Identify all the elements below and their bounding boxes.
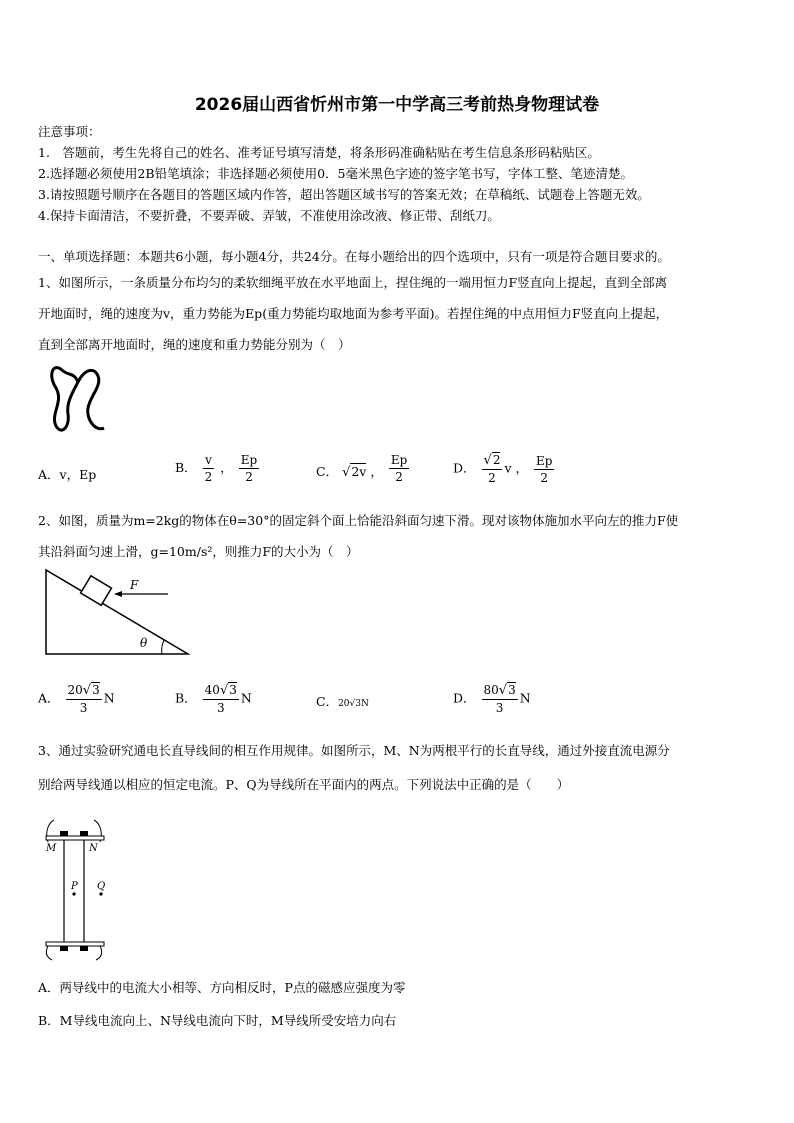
q1-option-b-frac-e: $\frac{Ep}{2}$ (240, 453, 258, 484)
note-item-2: 2.选择题必须使用2B铅笔填涂；非选择题必须使用0．5毫米黑色字迹的签字笔书写，字体工整、笔迹清楚。 (38, 166, 633, 181)
incline-force-label: F (130, 578, 139, 592)
notes-heading: 注意事项： (38, 124, 101, 139)
wire-n-label: N (89, 843, 98, 854)
q1-option-a: A．v，Ep (38, 467, 97, 482)
q1-option-c-radicand: 2v (351, 464, 367, 479)
q1-line-3: 直到全部离开地面时，绳的速度和重力势能分别为（ ） (38, 337, 351, 352)
point-q-label: Q (97, 881, 106, 892)
point-p-label: P (71, 881, 78, 892)
note-item-4: 4.保持卡面清洁，不要折叠，不要弄破、弄皱，不准使用涂改液、修正带、刮纸刀。 (38, 208, 500, 223)
q2-line-1: 2、如图，质量为m=2kg的物体在θ=30°的固定斜个面上恰能沿斜面匀速下滑。现对该物体施加水平向左的推力F使 (38, 513, 679, 528)
q1-option-c: C． √2v ， $\frac{Ep}{2}$ (316, 453, 408, 484)
q1-option-d-frac-e: $\frac{Ep}{2}$ (536, 453, 553, 485)
q2-option-a: A． $\frac{20√3}{3}$ N (38, 683, 115, 715)
q1-option-d: D． $\frac{√2}{2}$ v ， $\frac{Ep}{2}$ (453, 453, 553, 485)
incline-figure (44, 568, 194, 658)
incline-angle-label: θ (140, 636, 148, 650)
q1-option-c-frac-e: $\frac{Ep}{2}$ (390, 453, 408, 484)
q2-option-b: B． $\frac{40√3}{3}$ N (175, 683, 252, 715)
rope-figure (48, 362, 108, 436)
note-item-3: 3.请按照题号顺序在各题目的答题区域内作答，超出答题区域书写的答案无效；在草稿纸、试题卷上答题无效。 (38, 187, 650, 202)
q1-option-b-frac-v: $\frac{v}{2}$ (204, 453, 213, 484)
q1-option-d-frac-root: $\frac{√2}{2}$ (483, 453, 501, 485)
q1-line-1: 1、如图所示，一条质量分布均匀的柔软细绳平放在水平地面上，捏住绳的一端用恒力F竖直向上提起，直到全部离 (38, 275, 668, 290)
q3-option-b: B．M导线电流向上、N导线电流向下时，M导线所受安培力向右 (38, 1013, 397, 1028)
q1-option-c-label: C． (316, 464, 339, 479)
page-title: 2026届山西省忻州市第一中学高三考前热身物理试卷 (194, 95, 600, 115)
q2-option-d: D． $\frac{80√3}{3}$ N (453, 683, 531, 715)
q3-line-1: 3、通过实验研究通电长直导线间的相互作用规律。如图所示，M、N为两根平行的长直导线，通过外接直流电源分 (38, 743, 670, 758)
q2-line-2: 其沿斜面匀速上滑，g=10m/s²，则推力F的大小为（ ） (38, 544, 359, 559)
q2-option-c: C．20√3N (316, 694, 369, 709)
q1-option-b-label: B． (175, 460, 197, 475)
q3-option-a: A．两导线中的电流大小相等、方向相反时，P点的磁感应强度为零 (38, 980, 406, 995)
section-heading: 一、单项选择题：本题共6小题，每小题4分，共24分。在每小题给出的四个选项中，只有一项是符合题目要求的。 (38, 249, 670, 264)
wire-m-label: M (46, 843, 57, 854)
note-item-1: 1. 答题前，考生先将自己的姓名、准考证号填写清楚，将条形码准确粘贴在考生信息条形码粘贴区。 (38, 145, 600, 160)
q1-option-b: B． $\frac{v}{2}$ ， $\frac{Ep}{2}$ (175, 453, 258, 484)
q1-option-d-label: D． (453, 460, 476, 476)
q1-line-2: 开地面时，绳的速度为v，重力势能为Ep(重力势能均取地面为参考平面)。若捏住绳的中点用恒力F竖直向上提起， (38, 306, 669, 321)
q3-line-2: 别给两导线通以相应的恒定电流。P、Q为导线所在平面内的两点。下列说法中正确的是（ ） (38, 777, 570, 792)
